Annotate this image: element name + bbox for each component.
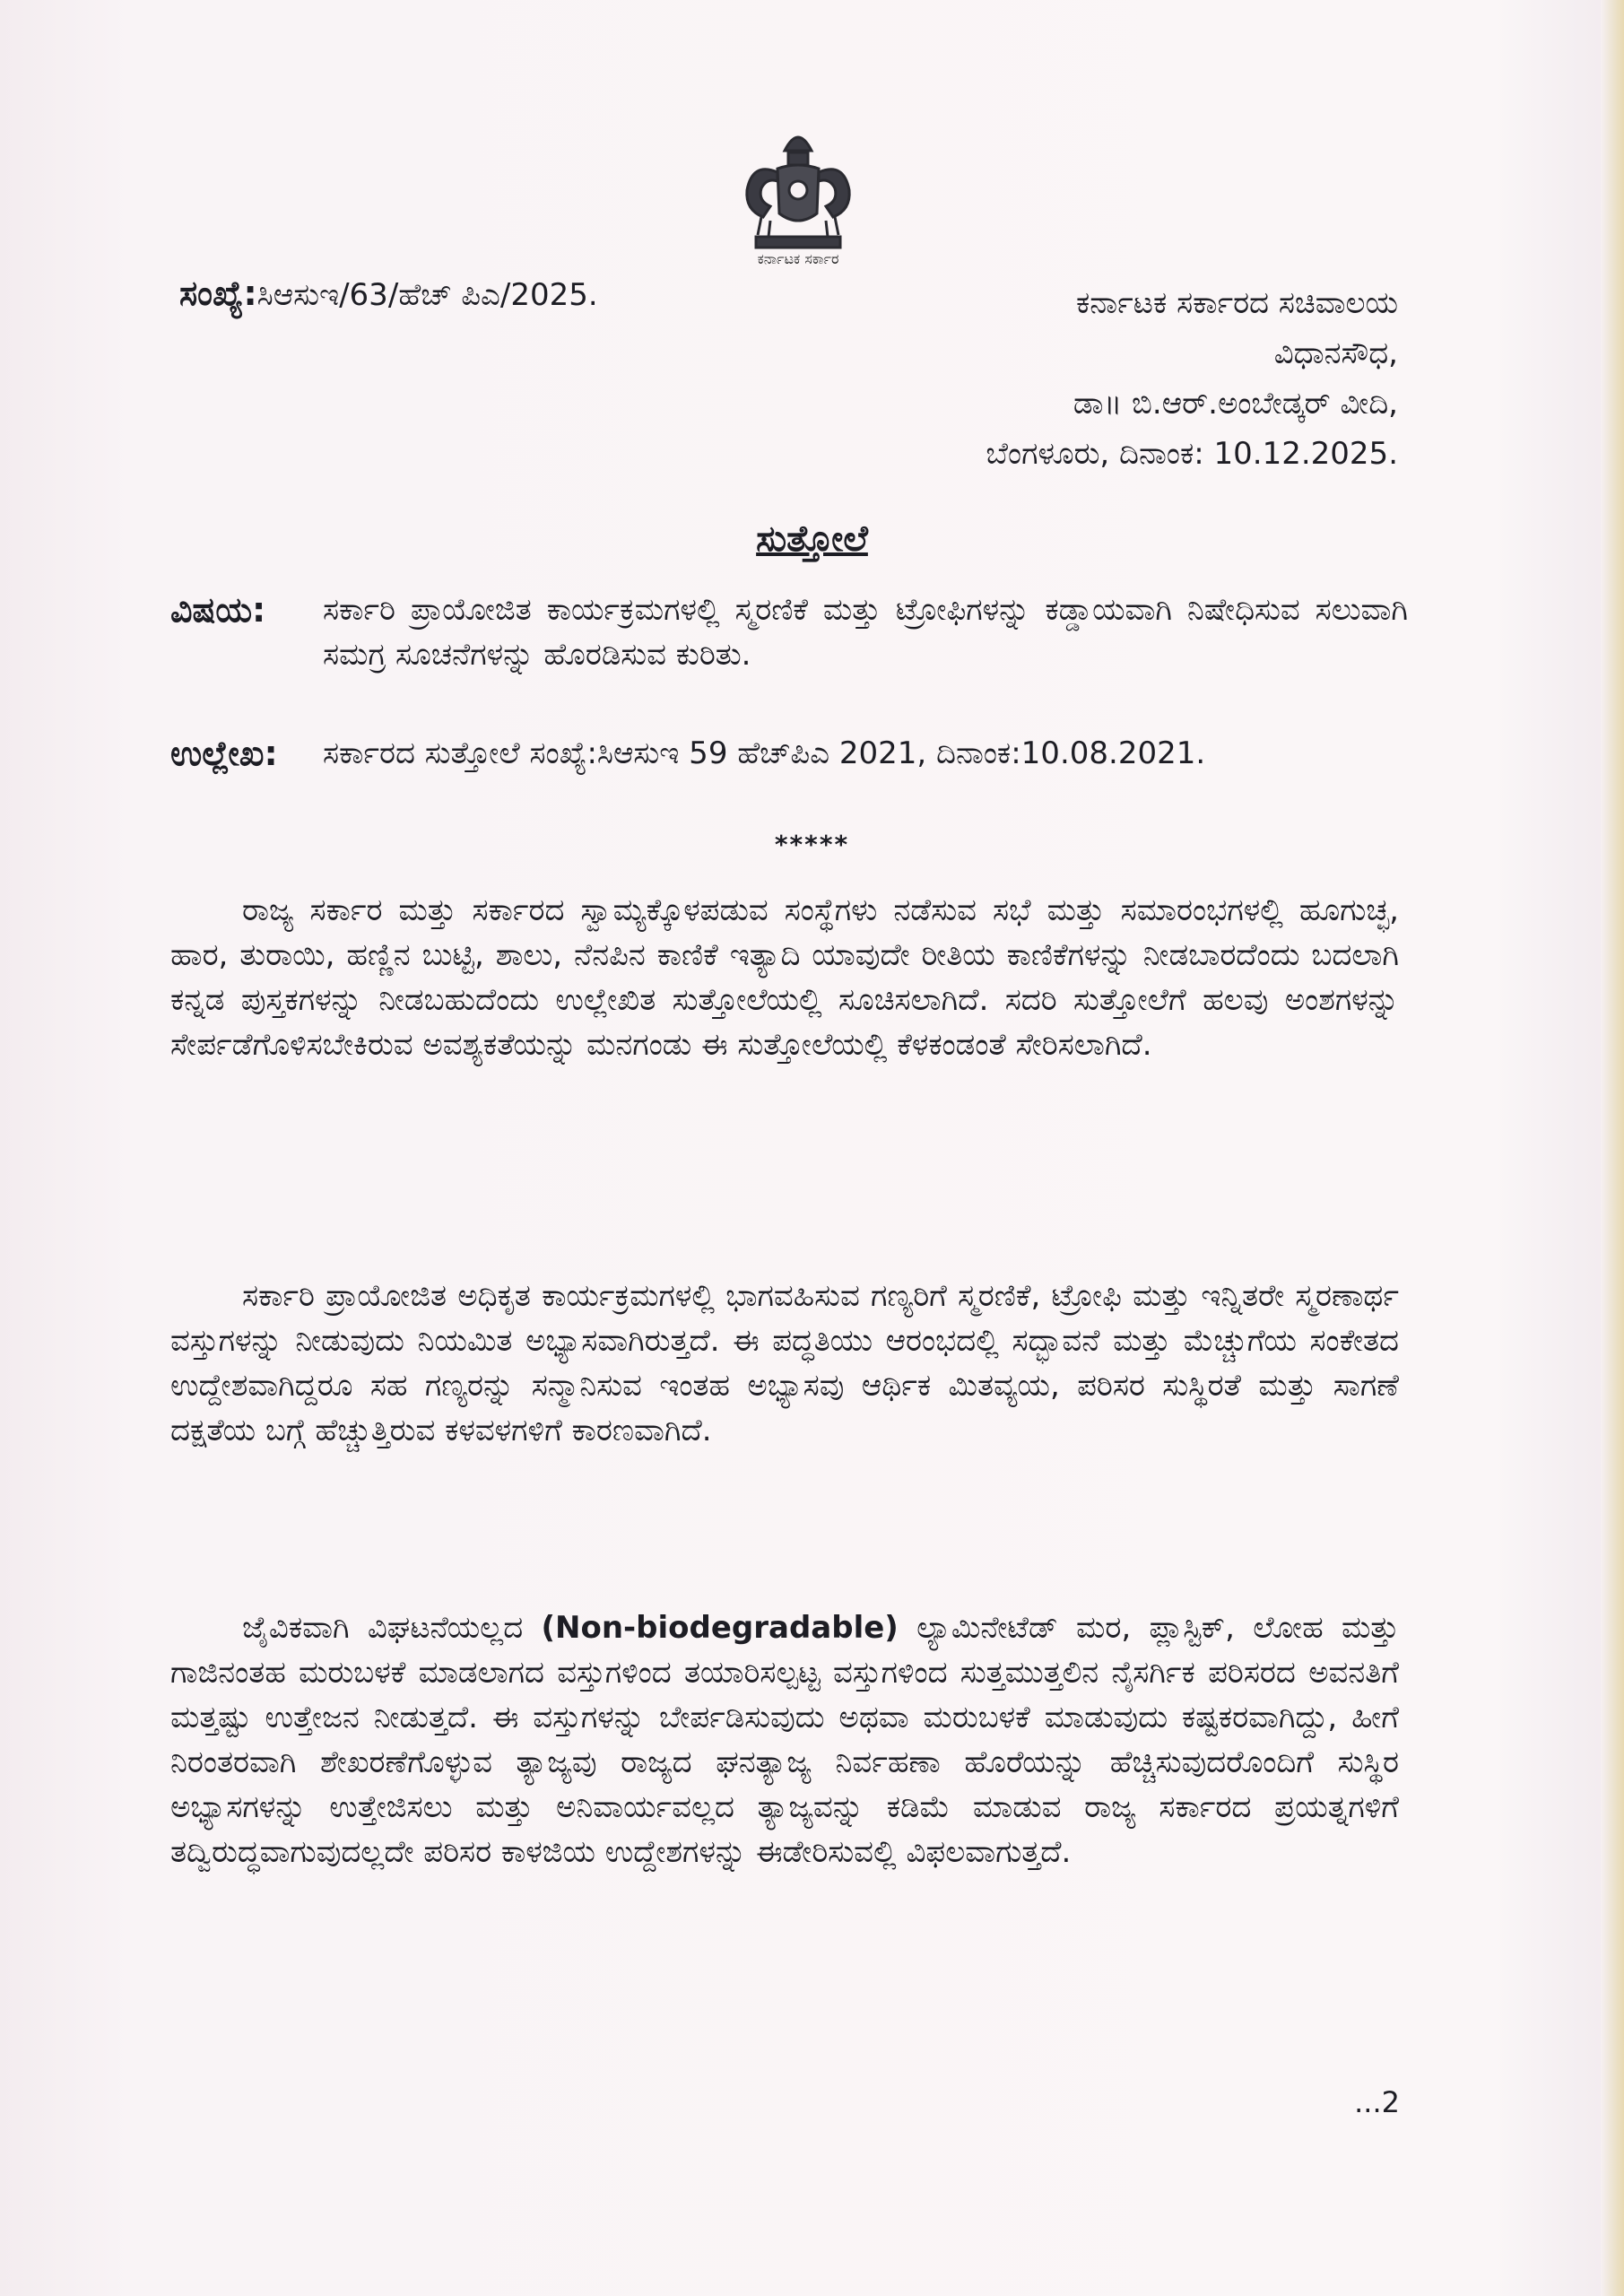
reference-label: ಉಲ್ಲೇಖ: xyxy=(170,734,278,773)
address-line: ವಿಧಾನಸೌಧ, xyxy=(1273,335,1398,371)
reference-number xyxy=(179,274,598,314)
document-title: ಸುತ್ತೋಲೆ xyxy=(756,518,868,560)
paragraph-1: ರಾಜ್ಯ ಸರ್ಕಾರ ಮತ್ತು ಸರ್ಕಾರದ ಸ್ವಾಮ್ಯಕ್ಕೊಳಪಡುವ ಸಂಸ್ಥೆಗಳು ನಡೆಸುವ ಸಭೆ ಮತ್ತು ಸಮಾರಂಭಗಳಲ್ಲಿ ಹೂಗುಚ್ಛ, ಹಾರ, ತುರಾಯಿ, ಹಣ್ಣಿನ ಬುಟ್ಟಿ, ಶಾಲು, ನೆನಪಿನ ಕಾಣಿಕೆ ಇತ್ಯಾದಿ ಯಾವುದೇ ರೀತಿಯ ಕಾಣಿಕೆಗಳನ್ನು ನೀಡಬಾರದೆಂದು ಬದಲಾಗಿ ಕನ್ನಡ ಪುಸ್ತಕಗಳನ್ನು ನೀಡಬಹುದೆಂದು ಉಲ್ಲೇಖಿತ ಸುತ್ತೋಲೆಯಲ್ಲಿ ಸೂಚಿಸಲಾಗಿದೆ. ಸದರಿ ಸುತ್ತೋಲೆಗೆ ಹಲವು ಅಂಶಗಳನ್ನು ಸೇರ್ಪಡೆಗೊಳಿಸಬೇಕಿರುವ ಅವಶ್ಯಕತೆಯನ್ನು ಮನಗಂಡು ಈ ಸುತ್ತೋಲೆಯಲ್ಲಿ ಕೆಳಕಂಡಂತೆ ಸೇರಿಸಲಾಗಿದೆ. xyxy=(170,892,1399,1063)
address-line: ಬೆಂಗಳೂರು, ದಿನಾಂಕ: 10.12.2025. xyxy=(986,436,1398,472)
address-line: ಡಾ॥ ಬಿ.ಆರ್.ಅಂಬೇಡ್ಕರ್ ವೀದಿ, xyxy=(1073,386,1398,422)
paragraph-2: ಸರ್ಕಾರಿ ಪ್ರಾಯೋಜಿತ ಅಧಿಕೃತ ಕಾರ್ಯಕ್ರಮಗಳಲ್ಲಿ ಭಾಗವಹಿಸುವ ಗಣ್ಯರಿಗೆ ಸ್ಮರಣಿಕೆ, ಟ್ರೋಫಿ ಮತ್ತು ಇನ್ನಿತರೇ ಸ್ಮರಣಾರ್ಥ ವಸ್ತುಗಳನ್ನು ನೀಡುವುದು ನಿಯಮಿತ ಅಭ್ಯಾಸವಾಗಿರುತ್ತದೆ. ಈ ಪದ್ಧತಿಯು ಆರಂಭದಲ್ಲಿ ಸದ್ಭಾವನೆ ಮತ್ತು ಮೆಚ್ಚುಗೆಯ ಸಂಕೇತದ ಉದ್ದೇಶವಾಗಿದ್ದರೂ ಸಹ ಗಣ್ಯರನ್ನು ಸನ್ಮಾನಿಸುವ ಇಂತಹ ಅಭ್ಯಾಸವು ಆರ್ಥಿಕ ಮಿತವ್ಯಯ, ಪರಿಸರ ಸುಸ್ಥಿರತೆ ಮತ್ತು ಸಾಗಣೆ ದಕ್ಷತೆಯ ಬಗ್ಗೆ ಹೆಚ್ಚುತ್ತಿರುವ ಕಳವಳಗಳಿಗೆ ಕಾರಣವಾಗಿದೆ. xyxy=(170,1278,1399,1448)
subject-block xyxy=(170,587,1408,677)
reference-block xyxy=(170,731,1408,776)
paper-edge xyxy=(1601,0,1624,2296)
ref-value: ಸಿಆಸುಇ/63/ಹೆಚ್ ಪಿಎ/2025. xyxy=(256,277,598,313)
office-address xyxy=(752,278,1398,479)
paragraph-3-bold-term: (Non-biodegradable) xyxy=(541,1610,899,1646)
paragraph-3 xyxy=(170,1605,1399,1874)
address-line: ಕರ್ನಾಟಕ ಸರ್ಕಾರದ ಸಚಿವಾಲಯ xyxy=(1075,285,1398,321)
ref-label: ಸಂಖ್ಯೆ: xyxy=(179,274,257,313)
paragraph-3-rest: ಲ್ಯಾಮಿನೇಟೆಡ್ ಮರ, ಪ್ಲಾಸ್ಟಿಕ್, ಲೋಹ ಮತ್ತು ಗಾಜಿನಂತಹ ಮರುಬಳಕೆ ಮಾಡಲಾಗದ ವಸ್ತುಗಳಿಂದ ತಯಾರಿಸಲ್ಪಟ್ಟ ವಸ್ತುಗಳಿಂದ ಸುತ್ತಮುತ್ತಲಿನ ನೈಸರ್ಗಿಕ ಪರಿಸರದ ಅವನತಿಗೆ ಮತ್ತಷ್ಟು ಉತ್ತೇಜನ ನೀಡುತ್ತದೆ. ಈ ವಸ್ತುಗಳನ್ನು ಬೇರ್ಪಡಿಸುವುದು ಅಥವಾ ಮರುಬಳಕೆ ಮಾಡುವುದು ಕಷ್ಟಕರವಾಗಿದ್ದು, ಹೀಗೆ ನಿರಂತರವಾಗಿ ಶೇಖರಣೆಗೊಳ್ಳುವ ತ್ಯಾಜ್ಯವು ರಾಜ್ಯದ ಘನತ್ಯಾಜ್ಯ ನಿರ್ವಹಣಾ ಹೊರೆಯನ್ನು ಹೆಚ್ಚಿಸುವುದರೊಂದಿಗೆ ಸುಸ್ಥಿರ ಅಭ್ಯಾಸಗಳನ್ನು ಉತ್ತೇಜಿಸಲು ಮತ್ತು ಅನಿವಾರ್ಯವಲ್ಲದ ತ್ಯಾಜ್ಯವನ್ನು ಕಡಿಮೆ ಮಾಡುವ ರಾಜ್ಯ ಸರ್ಕಾರದ ಪ್ರಯತ್ನಗಳಿಗೆ ತದ್ವಿರುದ್ಧವಾಗುವುದಲ್ಲದೇ ಪರಿಸರ ಕಾಳಜಿಯ ಉದ್ದೇಶಗಳನ್ನು ಈಡೇರಿಸುವಲ್ಲಿ ವಿಫಲವಾಗುತ್ತದೆ. xyxy=(170,1610,1399,1870)
emblem-caption: ಕರ್ನಾಟಕ ಸರ್ಕಾರ xyxy=(757,250,839,267)
separator: ***** xyxy=(774,830,850,859)
paragraph-3-start: ಜೈವಿಕವಾಗಿ ವಿಘಟನೆಯಲ್ಲದ xyxy=(242,1610,542,1646)
reference-text: ಸರ್ಕಾರದ ಸುತ್ತೋಲೆ ಸಂಖ್ಯೆ:ಸಿಆಸುಇ 59 ಹೆಚ್‌ಪಿಎ 2021, ದಿನಾಂಕ:10.08.2021. xyxy=(323,735,1206,771)
subject-text: ಸರ್ಕಾರಿ ಪ್ರಾಯೋಜಿತ ಕಾರ್ಯಕ್ರಮಗಳಲ್ಲಿ ಸ್ಮರಣಿಕೆ ಮತ್ತು ಟ್ರೋಫಿಗಳನ್ನು ಕಡ್ಡಾಯವಾಗಿ ನಿಷೇಧಿಸುವ ಸಲುವಾಗಿ ಸಮಗ್ರ ಸೂಚನೆಗಳನ್ನು ಹೊರಡಿಸುವ ಕುರಿತು. xyxy=(323,592,1408,673)
page-continuation: ...2 xyxy=(1354,2085,1400,2119)
subject-label: ವಿಷಯ: xyxy=(170,590,266,630)
